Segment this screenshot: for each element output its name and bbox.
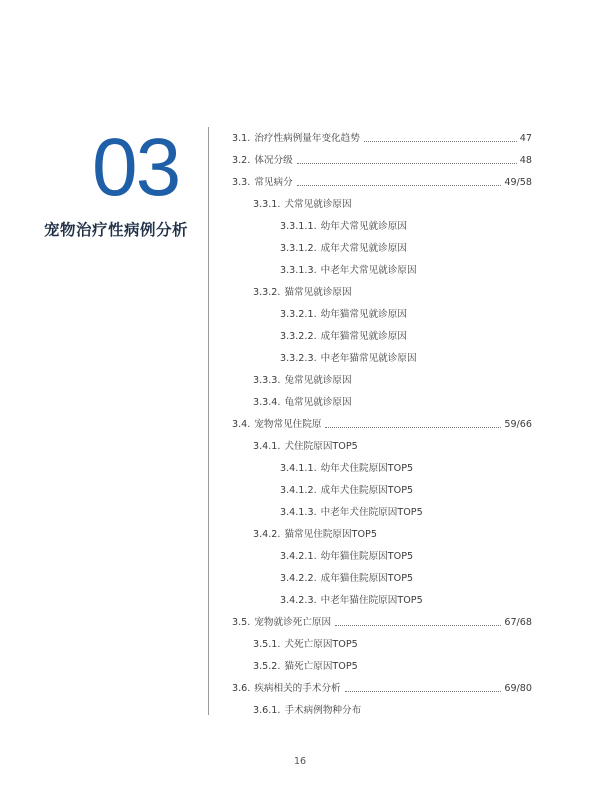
toc-entry-label: 成年猫住院原因TOP5: [320, 573, 414, 584]
toc-entry-3-3[interactable]: 3.3. 常见病分 49/58: [232, 172, 532, 188]
toc-entry-3-3-1-3[interactable]: 3.3.1.3. 中老年犬常见就诊原因: [280, 260, 417, 276]
toc-entry-label: 成年犬常见就诊原因: [320, 243, 407, 254]
toc-entry-3-3-1-2[interactable]: 3.3.1.2. 成年犬常见就诊原因: [280, 238, 407, 254]
toc-entry-label: 中老年犬常见就诊原因: [320, 265, 417, 276]
toc-entry-label: 龟常见就诊原因: [284, 397, 352, 408]
toc-entry-label: 幼年猫住院原因TOP5: [320, 551, 414, 562]
toc-page-number: 48: [519, 155, 532, 166]
toc-entry-3-4-2-1[interactable]: 3.4.2.1. 幼年猫住院原因TOP5: [280, 546, 413, 562]
toc-entry-label: 犬住院原因TOP5: [284, 441, 358, 452]
toc-entry-label: 中老年猫常见就诊原因: [320, 353, 417, 364]
toc-entry-label: 中老年猫住院原因TOP5: [320, 595, 423, 606]
toc-entry-3-3-2-2[interactable]: 3.3.2.2. 成年猫常见就诊原因: [280, 326, 407, 342]
toc-entry-label: 猫死亡原因TOP5: [284, 661, 358, 672]
toc-entry-label: 猫常见住院原因TOP5: [284, 529, 377, 540]
toc-entry-label: 手术病例物种分布: [284, 705, 362, 716]
chapter-number: 03: [92, 122, 180, 213]
toc-entry-3-4-2-3[interactable]: 3.4.2.3. 中老年猫住院原因TOP5: [280, 590, 423, 606]
toc-page-number: 47: [519, 133, 532, 144]
toc-entry-label: 犬死亡原因TOP5: [284, 639, 358, 650]
dot-leader: [335, 619, 501, 626]
dot-leader: [325, 421, 501, 428]
dot-leader: [345, 685, 502, 692]
toc-entry-label: 宠物常见住院原: [254, 419, 322, 430]
toc-entry-3-4-2-2[interactable]: 3.4.2.2. 成年猫住院原因TOP5: [280, 568, 413, 584]
toc-entry-3-5-1[interactable]: 3.5.1. 犬死亡原因TOP5: [253, 634, 358, 650]
toc-entry-3-4-1-2[interactable]: 3.4.1.2. 成年犬住院原因TOP5: [280, 480, 413, 496]
toc-entry-label: 中老年犬住院原因TOP5: [320, 507, 423, 518]
toc-entry-3-4-1-1[interactable]: 3.4.1.1. 幼年犬住院原因TOP5: [280, 458, 413, 474]
toc-page-number: 59/66: [504, 419, 532, 430]
toc-entry-label: 猫常见就诊原因: [284, 287, 352, 298]
toc-entry-label: 幼年猫常见就诊原因: [320, 309, 407, 320]
toc-entry-3-3-2[interactable]: 3.3.2. 猫常见就诊原因: [253, 282, 352, 298]
toc-entry-label: 幼年犬常见就诊原因: [320, 221, 407, 232]
toc-page-number: 67/68: [504, 617, 532, 628]
dot-leader: [297, 179, 502, 186]
toc-entry-3-6[interactable]: 3.6. 疾病相关的手术分析 69/80: [232, 678, 532, 694]
toc-entry-3-5[interactable]: 3.5. 宠物就诊死亡原因 67/68: [232, 612, 532, 628]
toc-entry-3-3-1[interactable]: 3.3.1. 犬常见就诊原因: [253, 194, 352, 210]
toc-entry-3-4-1-3[interactable]: 3.4.1.3. 中老年犬住院原因TOP5: [280, 502, 423, 518]
toc-entry-label: 成年猫常见就诊原因: [320, 331, 407, 342]
toc-entry-label: 成年犬住院原因TOP5: [320, 485, 414, 496]
toc-entry-label: 幼年犬住院原因TOP5: [320, 463, 414, 474]
toc-entry-3-4[interactable]: 3.4. 宠物常见住院原 59/66: [232, 414, 532, 430]
toc-entry-3-5-2[interactable]: 3.5.2. 猫死亡原因TOP5: [253, 656, 358, 672]
toc-entry-label: 体况分级: [254, 155, 293, 166]
toc-page-number: 69/80: [504, 683, 532, 694]
toc-entry-3-4-1[interactable]: 3.4.1. 犬住院原因TOP5: [253, 436, 358, 452]
toc-entry-label: 兔常见就诊原因: [284, 375, 352, 386]
dot-leader: [364, 135, 517, 142]
toc-entry-3-1[interactable]: 3.1. 治疗性病例量年变化趋势 47: [232, 128, 532, 144]
toc-entry-3-3-1-1[interactable]: 3.3.1.1. 幼年犬常见就诊原因: [280, 216, 407, 232]
vertical-divider: [208, 127, 209, 715]
toc-entry-3-4-2[interactable]: 3.4.2. 猫常见住院原因TOP5: [253, 524, 377, 540]
toc-entry-3-3-2-1[interactable]: 3.3.2.1. 幼年猫常见就诊原因: [280, 304, 407, 320]
toc-entry-label: 治疗性病例量年变化趋势: [254, 133, 360, 144]
toc-entry-3-2[interactable]: 3.2. 体况分级 48: [232, 150, 532, 166]
toc-entry-3-6-1[interactable]: 3.6.1. 手术病例物种分布: [253, 700, 361, 716]
toc-entry-label: 犬常见就诊原因: [284, 199, 352, 210]
toc-entry-3-3-4[interactable]: 3.3.4. 龟常见就诊原因: [253, 392, 352, 408]
toc-page-number: 49/58: [504, 177, 532, 188]
toc-entry-label: 疾病相关的手术分析: [254, 683, 341, 694]
page-number: 16: [293, 756, 307, 767]
chapter-title: 宠物治疗性病例分析: [44, 221, 189, 239]
toc-entry-3-3-3[interactable]: 3.3.3. 兔常见就诊原因: [253, 370, 352, 386]
dot-leader: [297, 157, 517, 164]
toc-entry-label: 常见病分: [254, 177, 293, 188]
toc-entry-label: 宠物就诊死亡原因: [254, 617, 332, 628]
toc-entry-3-3-2-3[interactable]: 3.3.2.3. 中老年猫常见就诊原因: [280, 348, 417, 364]
